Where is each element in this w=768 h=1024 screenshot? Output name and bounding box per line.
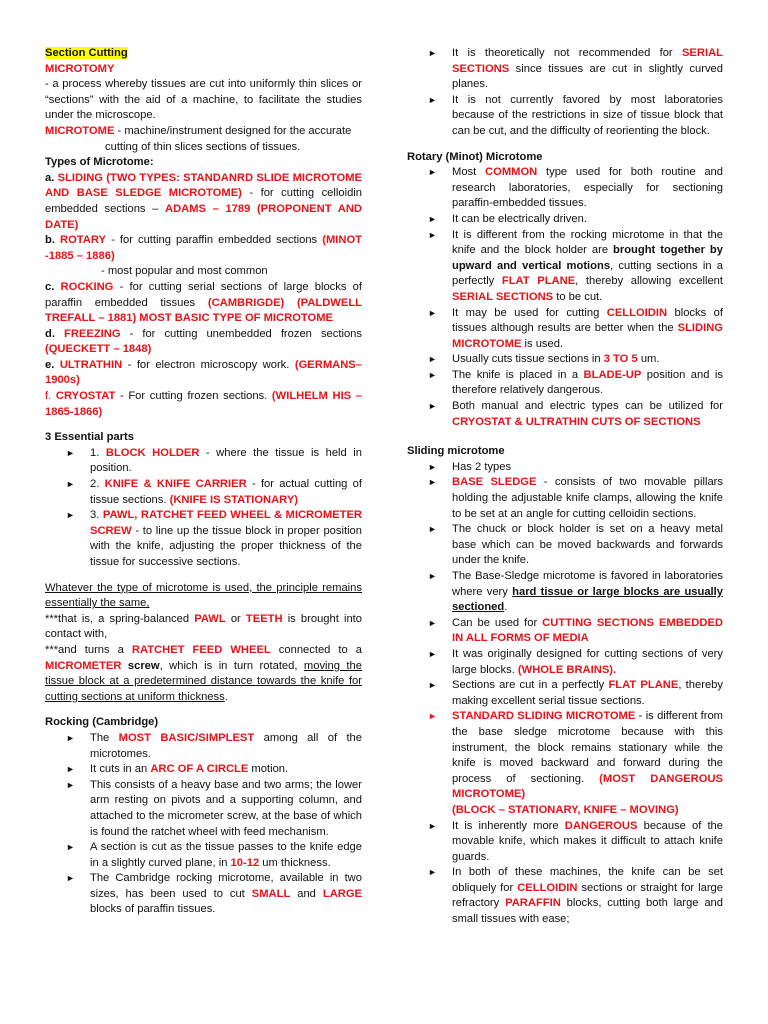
bullet-arrow-icon: ► — [428, 48, 437, 58]
type-d: d. FREEZING - for cutting unembedded frozen sections (QUECKETT – 1848) — [45, 327, 362, 356]
bullet-arrow-icon: ► — [66, 732, 75, 743]
bullet-arrow-icon: ► — [428, 307, 437, 318]
bullet-arrow-icon: ► — [428, 94, 437, 105]
bullet-arrow-icon: ► — [428, 571, 437, 581]
parts-title: 3 Essential parts — [45, 431, 134, 444]
microtomy-definition: - a process whereby tissues are cut into uniformly thin slices or “sections” with the aid of a machine, to facilitate the studies under the microscope. — [45, 78, 362, 122]
sliding-item-1: ► Has 2 types — [407, 460, 723, 476]
type-a: a. SLIDING (TWO TYPES: STANDANRD SLIDE MICROTOME AND BASE SLEDGE MICROTOME) - for cutting celloidin embedded sections – ADAMS – 1789 (PROPONENT AND DATE) — [45, 171, 362, 231]
bullet-arrow-icon: ► — [428, 867, 437, 878]
rotary-title: Rotary (Minot) Microtome — [407, 150, 543, 163]
rotary-item-6: ► The knife is placed in a BLADE-UP position and is therefore relatively dangerous. — [428, 368, 723, 397]
spacer — [45, 420, 362, 430]
bullet-arrow-icon: ► — [428, 401, 437, 412]
part-1: ► 1. BLOCK HOLDER - where the tissue is held in position. — [66, 446, 362, 475]
part-3: ► 3. PAWL, RATCHET FEED WHEEL & MICROMETER SCREW - to line up the tissue block in proper position with the knife, adjusting the proper thickness of the tissue for successive sections. — [66, 509, 362, 568]
spacer — [407, 140, 723, 150]
rocking-item-7: ► It is not currently favored by most laboratories because of the restrictions in size of tissue block that can be cut, and the difficulty of reorienting the block. — [428, 93, 723, 137]
rocking-item-5: ► The Cambridge rocking microtome, available in two sizes, has been used to cut SMALL and LARGE blocks of paraffin tissues. — [66, 872, 363, 916]
sliding-item-5: ► Can be used for CUTTING SECTIONS EMBEDDED IN ALL FORMS OF MEDIA — [428, 616, 723, 645]
bullet-arrow-icon: ► — [428, 648, 437, 659]
left-column — [45, 46, 362, 918]
right-column — [407, 46, 723, 928]
rotary-item-4: ► It may be used for cutting CELLOIDIN blocks of tissues although results are better when the SLIDING MICROTOME is used. — [428, 306, 723, 350]
rocking-item-3: ► This consists of a heavy base and two arms; the lower arm resting on pivots and a supporting column, and attached to the micrometer screw, at the base of which is found the ratchet wheel with feed mechanism. — [66, 778, 362, 838]
bullet-arrow-icon: ► — [428, 461, 437, 472]
rocking-item-4: ► A section is cut as the tissue passes to the knife edge in a slightly curved plane, in 10-12 um thickness. — [66, 841, 362, 869]
sliding-title: Sliding microtome — [407, 445, 505, 458]
bullet-arrow-icon: ► — [66, 779, 75, 790]
sliding-item-4: ► The Base-Sledge microtome is favored in laboratories where very hard tissue or large blocks are usually sectioned. — [428, 570, 723, 614]
bullet-arrow-icon: ► — [428, 354, 437, 365]
spacer — [407, 430, 723, 444]
sliding-item-6: ► It was originally designed for cutting sections of very large blocks. (WHOLE BRAINS). — [428, 647, 723, 676]
type-f: f. CRYOSTAT - For cutting frozen sections. (WILHELM HIS – 1865-1866) — [45, 390, 363, 418]
principle-intro: Whatever the type of microtome is used, the principle remains essentially the same, — [45, 581, 362, 610]
types-title: Types of Microtome: — [45, 156, 154, 169]
bullet-arrow-icon: ► — [428, 369, 437, 380]
bullet-arrow-icon: ► — [428, 213, 437, 224]
rotary-item-2: ► It can be electrically driven. — [407, 212, 723, 228]
rocking-title: Rocking (Cambridge) — [45, 716, 159, 729]
bullet-arrow-icon: ► — [66, 873, 75, 884]
microtome-definition: MICROTOME - machine/instrument designed for the accurate — [45, 124, 352, 137]
bullet-arrow-icon: ► — [66, 447, 75, 458]
sliding-item-8: ► STANDARD SLIDING MICROTOME - is different from the base sledge microtome because with this instrument, the block remains stationary while the knife is moved backward and forward during the process of sectioning. (MOST DANGEROUS MICROTOME) (BLOCK – STATIONARY, KNIFE – MOVING) — [428, 710, 723, 816]
bullet-arrow-icon: ► — [428, 477, 437, 488]
type-b-note: - most popular and most common — [101, 265, 268, 278]
rotary-item-3: ► It is different from the rocking microtome in that the knife and the block holder are brought together by upward and vertical motions, cutting sections in a perfectly FLAT PLANE, thereby allowing excellent SERIAL SECTIONS to be cut. — [428, 228, 723, 303]
bullet-arrow-icon: ► — [66, 764, 75, 775]
bullet-arrow-icon: ► — [428, 820, 437, 831]
rotary-item-5: ► Usually cuts tissue sections in 3 TO 5 um. — [407, 352, 723, 368]
microtome-definition-cont: cutting of thin slices sections of tissues. — [105, 140, 301, 153]
bullet-arrow-icon: ► — [428, 229, 437, 240]
spacer — [45, 705, 362, 715]
rocking-item-1: ► The MOST BASIC/SIMPLEST among all of the microtomes. — [66, 731, 362, 760]
rotary-item-1: ► Most COMMON type used for both routine and research laboratories, especially for sectioning paraffin-embedded tissues. — [428, 166, 723, 210]
bullet-arrow-icon: ► — [66, 510, 75, 521]
sliding-item-7: ► Sections are cut in a perfectly FLAT PLANE, thereby making excellent serial tissue sections. — [428, 679, 723, 707]
principle-ratchet: ***and turns a RATCHET FEED WHEEL connected to a MICROMETER screw, which is in turn rotated, moving the tissue block at a predetermined distance towards the knife for cutting sections at uniform thickness. — [45, 643, 362, 703]
sliding-item-10: ► In both of these machines, the knife can be set obliquely for CELLOIDIN sections or straight for large refractory PARAFFIN blocks, cutting both large and small tissues with ease; — [428, 866, 724, 926]
principle-pawl: ***that is, a spring-balanced PAWL or TEETH is brought into contact with, — [45, 612, 362, 641]
sliding-item-9: ► It is inherently more DANGEROUS because of the movable knife, which makes it difficult to attach knife guards. — [428, 819, 723, 863]
bullet-arrow-icon: ► — [428, 617, 437, 628]
type-e: e. ULTRATHIN - for electron microscopy work. (GERMANS– 1900s) — [45, 358, 362, 387]
bullet-arrow-icon: ► — [428, 167, 437, 178]
part-2: ► 2. KNIFE & KNIFE CARRIER - for actual cutting of tissue sections. (KNIFE IS STATIONARY) — [66, 478, 363, 506]
spacer — [45, 571, 362, 581]
rotary-item-7: ► Both manual and electric types can be utilized for CRYOSTAT & ULTRATHIN CUTS OF SECTIONS — [428, 400, 723, 428]
bullet-arrow-icon: ► — [428, 680, 437, 691]
type-b: b. ROTARY - for cutting paraffin embedded sections (MINOT -1885 – 1886) — [45, 234, 362, 262]
sliding-item-3: ► The chuck or block holder is set on a heavy metal base which can be moved backwards and forwards under the knife. — [428, 523, 723, 567]
bullet-arrow-icon: ► — [66, 842, 75, 853]
bullet-arrow-icon: ► — [428, 524, 437, 535]
rocking-item-2: ► It cuts in an ARC OF A CIRCLE motion. — [45, 762, 362, 778]
sliding-item-2: ► BASE SLEDGE - consists of two movable pillars holding the adjustable knife clamps, allowing the knife to be set at an angle for cutting celloidin sections. — [428, 476, 723, 520]
microtomy-title: MICROTOMY — [45, 62, 115, 75]
section-heading: Section Cutting — [45, 47, 128, 59]
type-c: c. ROCKING - for cutting serial sections of large blocks of paraffin embedded tissues (CAMBRIGDE) (PALDWELL TREFALL – 1881) MOST BASIC TYPE OF MICROTOME — [45, 280, 362, 325]
bullet-arrow-icon: ► — [428, 711, 437, 722]
bullet-arrow-icon: ► — [66, 479, 75, 490]
rocking-item-6: ► It is theoretically not recommended for SERIAL SECTIONS since tissues are cut in slightly curved planes. — [428, 47, 723, 91]
